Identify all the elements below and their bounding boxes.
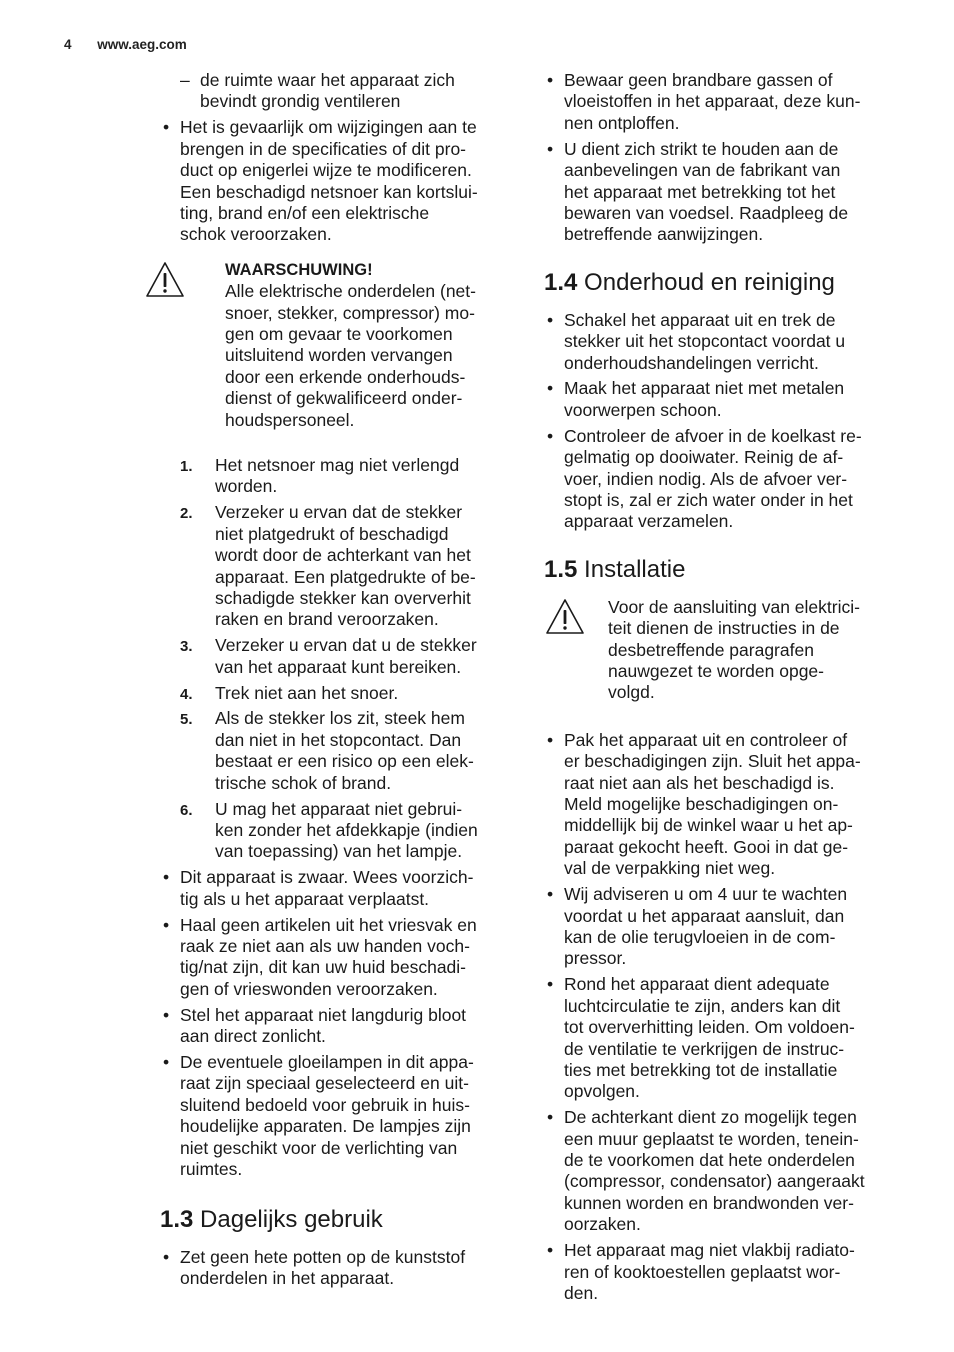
caution-box xyxy=(544,597,896,704)
item-text xyxy=(215,502,512,630)
item-text xyxy=(215,683,512,704)
item-number: 4. xyxy=(180,685,193,703)
bullet-item xyxy=(544,1240,896,1304)
text-line: kan de olie terugvloeien in de com- xyxy=(564,927,836,947)
text-line: luchtcirculatie te zijn, anders kan dit xyxy=(564,995,841,1016)
text-line: door een erkende onderhouds- xyxy=(225,366,466,387)
bullet-item xyxy=(160,915,512,1001)
text-line: aanbevelingen van de fabrikant van xyxy=(564,160,841,181)
text-line: betreffende aanwijzingen. xyxy=(564,224,764,245)
text-line: voorwerpen schoon. xyxy=(564,399,722,420)
bullet-marker: • xyxy=(163,1052,170,1073)
text-line: van toepassing) van het lampje. xyxy=(215,841,463,862)
text-line: Dit apparaat is zwaar. Wees voorzich- xyxy=(180,867,474,888)
text-line: Wij adviseren u om 4 uur te wachten xyxy=(564,884,848,905)
item-text xyxy=(180,117,512,245)
text-line: Een beschadigd netsnoer kan kortslui- xyxy=(180,181,478,202)
text-line: onderhoudshandelingen verricht. xyxy=(564,352,819,373)
text-line: apparaat verzamelen. xyxy=(564,511,734,532)
bullet-item xyxy=(544,378,896,421)
text-line: Rond het apparaat dient adequate xyxy=(564,974,830,995)
text-line: Alle elektrische onderdelen (net- xyxy=(225,281,476,302)
bullet-marker: • xyxy=(547,309,554,330)
item-text xyxy=(215,455,512,498)
text-line: dan niet in het stopcontact. Dan xyxy=(215,729,462,750)
bullet-list xyxy=(544,730,896,1305)
warning-title: WAARSCHUWING! xyxy=(225,260,373,279)
bullet-item xyxy=(160,1052,512,1180)
numbered-item xyxy=(160,708,512,794)
item-text xyxy=(564,70,896,134)
section-title: Installatie xyxy=(584,555,686,583)
bullet-item xyxy=(160,1247,512,1290)
bullet-marker: • xyxy=(547,884,554,905)
item-text xyxy=(180,1005,512,1048)
text-line: val de verpakking niet weg. xyxy=(564,858,776,879)
text-line: Verzeker u ervan dat de stekker xyxy=(215,502,463,523)
item-text xyxy=(215,708,512,794)
text-line: vloeistoffen in het apparaat, deze kun- xyxy=(564,91,861,112)
section-number: 1.5 xyxy=(544,555,578,583)
item-text xyxy=(564,1107,896,1235)
item-text xyxy=(564,378,896,421)
text-line: Schakel het apparaat uit en trek de xyxy=(564,309,836,330)
item-number: 3. xyxy=(180,638,193,656)
text-line: volgd. xyxy=(608,682,655,703)
page-header xyxy=(64,37,187,52)
text-line: van het apparaat kunt bereiken. xyxy=(215,656,462,677)
text-line: ruimtes. xyxy=(180,1159,243,1180)
item-text xyxy=(564,1240,896,1304)
text-line: trische schok of brand. xyxy=(215,772,392,793)
text-line: desbetreffende paragrafen xyxy=(608,639,814,660)
text-line: Het netsnoer mag niet verlengd xyxy=(215,455,460,475)
text-line: brengen in de specificaties of dit pro- xyxy=(180,138,466,159)
item-text xyxy=(564,884,896,970)
text-line: De achterkant dient zo mogelijk tegen xyxy=(564,1107,857,1128)
text-line: dienst of gekwalificeerd onder- xyxy=(225,388,463,409)
numbered-item xyxy=(160,799,512,863)
text-line: Het apparaat mag niet vlakbij radiato- xyxy=(564,1240,855,1261)
text-line: aan direct zonlicht. xyxy=(180,1026,326,1047)
bullet-marker: • xyxy=(547,1107,554,1128)
section-number: 1.3 xyxy=(160,1205,194,1233)
item-text xyxy=(215,799,512,863)
text-line: gen of vrieswonden veroorzaken. xyxy=(180,978,438,999)
section-heading-1-3 xyxy=(160,1205,512,1235)
text-line: Stel het apparaat niet langdurig bloot xyxy=(180,1004,467,1025)
text-line: tig/nat zijn, dit kan uw huid beschadi- xyxy=(180,957,466,978)
bullet-marker: • xyxy=(163,1004,170,1025)
caution-text xyxy=(544,597,896,704)
text-line: bevindt grondig ventileren xyxy=(200,91,401,112)
text-line: stekker uit het stopcontact voordat u xyxy=(564,331,846,352)
text-line: Bewaar geen brandbare gassen of xyxy=(564,70,833,90)
right-column xyxy=(544,70,896,1309)
bullet-list xyxy=(160,867,512,1180)
text-line: oorzaken. xyxy=(564,1214,641,1235)
item-number: 2. xyxy=(180,505,193,523)
text-line: gelmatig op dooiwater. Reinig de af- xyxy=(564,447,844,468)
bullet-item xyxy=(544,730,896,880)
item-text xyxy=(564,310,896,374)
text-line: ting, brand en/of een elektrische xyxy=(180,202,430,223)
text-line: bestaat er een risico op een elek- xyxy=(215,751,474,772)
bullet-marker: • xyxy=(163,867,170,888)
bullet-marker: • xyxy=(547,70,554,90)
bullet-item xyxy=(544,974,896,1102)
text-line: raat niet aan als het beschadigd is. xyxy=(564,772,835,793)
item-text xyxy=(180,915,512,1001)
bullet-marker: • xyxy=(547,974,554,995)
text-line: tig als u het apparaat verplaatst. xyxy=(180,888,430,909)
item-text xyxy=(215,635,512,678)
bullet-marker: • xyxy=(163,914,170,935)
text-line: raken en brand veroorzaken. xyxy=(215,609,439,630)
text-line: apparaat. Een platgedrukte of be- xyxy=(215,566,476,587)
bullet-item xyxy=(160,1005,512,1048)
warning-triangle-icon xyxy=(544,597,586,637)
dash-item-text xyxy=(200,70,512,113)
text-line: het apparaat met betrekking tot het xyxy=(564,181,836,202)
text-line: wordt door de achterkant van het xyxy=(215,545,471,566)
bullet-list xyxy=(160,1247,512,1290)
text-line: onderdelen in het apparaat. xyxy=(180,1267,395,1288)
text-line: den. xyxy=(564,1283,599,1303)
website-link[interactable]: www.aeg.com xyxy=(97,37,187,52)
section-heading-1-5 xyxy=(544,555,896,585)
text-line: niet geschikt voor de verlichting van xyxy=(180,1137,458,1158)
warning-box xyxy=(160,260,512,431)
text-line: pressor. xyxy=(564,948,627,969)
text-line: houdspersoneel. xyxy=(225,409,355,430)
page-number: 4 xyxy=(64,37,72,52)
text-line: Verzeker u ervan dat u de stekker xyxy=(215,635,477,656)
text-line: Als de stekker los zit, steek hem xyxy=(215,708,465,729)
text-line: kunnen worden en brandwonden ver- xyxy=(564,1192,854,1213)
text-line: ken zonder het afdekkapje (indien xyxy=(215,820,478,840)
text-line: U dient zich strikt te houden aan de xyxy=(564,138,839,159)
warning-text xyxy=(160,260,512,431)
numbered-item xyxy=(160,635,512,678)
left-column xyxy=(160,70,512,1294)
text-line: tot oververhitting leiden. Om voldoen- xyxy=(564,1017,855,1038)
text-line: (compressor, condensator) aangeraakt xyxy=(564,1171,865,1192)
text-line: de ruimte waar het apparaat zich xyxy=(200,70,455,90)
text-line: nen ontploffen. xyxy=(564,112,680,133)
text-line: Controleer de afvoer in de koelkast re- xyxy=(564,425,862,446)
text-line: Trek niet aan het snoer. xyxy=(215,682,399,703)
bullet-marker: • xyxy=(547,138,554,159)
item-number: 6. xyxy=(180,801,193,819)
item-text xyxy=(564,139,896,246)
item-text xyxy=(564,426,896,533)
text-line: Maak het apparaat niet met metalen xyxy=(564,378,845,399)
text-line: stopt is, zal er zich water onder in het xyxy=(564,490,853,510)
item-text xyxy=(564,730,896,880)
text-line: raat zijn speciaal geselecteerd en uit- xyxy=(180,1073,469,1094)
text-line: houdelijke apparaten. De lampjes zijn xyxy=(180,1116,471,1137)
text-line: niet platgedrukt of beschadigd xyxy=(215,523,449,544)
bullet-item xyxy=(544,426,896,533)
warning-triangle-icon xyxy=(144,260,186,300)
bullet-marker: • xyxy=(163,1246,170,1267)
text-line: De eventuele gloeilampen in dit appa- xyxy=(180,1052,474,1073)
text-line: ties met betrekking tot de installatie xyxy=(564,1059,838,1080)
bullet-list xyxy=(544,70,896,246)
text-line: opvolgen. xyxy=(564,1081,640,1102)
text-line: Zet geen hete potten op de kunststof xyxy=(180,1246,466,1267)
text-line: schok veroorzaken. xyxy=(180,224,332,245)
text-line: schadigde stekker kan oververhit xyxy=(215,587,471,608)
dash-item xyxy=(160,70,512,113)
text-line: nauwgezet te worden opge- xyxy=(608,661,824,682)
numbered-item xyxy=(160,455,512,498)
section-title: Onderhoud en reiniging xyxy=(584,268,835,296)
bullet-item xyxy=(544,70,896,134)
bullet-item xyxy=(160,117,512,245)
text-line: teit dienen de instructies in de xyxy=(608,618,840,639)
item-number: 1. xyxy=(180,458,193,475)
text-line: Voor de aansluiting van elektrici- xyxy=(608,596,860,617)
bullet-marker: • xyxy=(547,1240,554,1261)
text-line: duct op enigerlei wijze te modificeren. xyxy=(180,160,472,181)
bullet-item xyxy=(160,867,512,910)
text-line: bewaren van voedsel. Raadpleeg de xyxy=(564,202,849,223)
text-line: Pak het apparaat uit en controleer of xyxy=(564,729,848,750)
text-line: Meld mogelijke beschadigingen on- xyxy=(564,794,839,815)
item-text xyxy=(180,867,512,910)
warning-body xyxy=(225,281,512,431)
text-line: een muur geplaatst te worden, tenein- xyxy=(564,1128,859,1149)
bullet-item xyxy=(544,1107,896,1235)
bullet-marker: • xyxy=(547,425,554,446)
text-line: Het is gevaarlijk om wijzigingen aan te xyxy=(180,117,477,138)
text-line: paraat gekocht heeft. Gooi in dat ge- xyxy=(564,836,849,857)
text-line: voordat u het apparaat aansluit, dan xyxy=(564,905,845,926)
bullet-list xyxy=(160,117,512,245)
text-line: U mag het apparaat niet gebrui- xyxy=(215,798,463,819)
text-line: de ventilatie te verkrijgen de instruc- xyxy=(564,1038,845,1059)
text-line: gen om gevaar te voorkomen xyxy=(225,323,453,344)
bullet-marker: • xyxy=(547,729,554,750)
item-text xyxy=(180,1247,512,1290)
section-number: 1.4 xyxy=(544,268,578,296)
bullet-list xyxy=(544,310,896,533)
text-line: voer, indien nodig. Als de afvoer ver- xyxy=(564,468,848,489)
text-line: ren of kooktoestellen geplaatst wor- xyxy=(564,1261,841,1282)
text-line: worden. xyxy=(215,476,278,497)
bullet-marker: • xyxy=(163,117,170,138)
text-line: Haal geen artikelen uit het vriesvak en xyxy=(180,914,477,935)
section-heading-1-4 xyxy=(544,268,896,298)
section-title: Dagelijks gebruik xyxy=(200,1205,383,1233)
text-line: sluitend bedoeld voor gebruik in huis- xyxy=(180,1094,470,1115)
item-number: 5. xyxy=(180,711,193,729)
numbered-item xyxy=(160,683,512,704)
text-line: er beschadigingen zijn. Sluit het appa- xyxy=(564,751,861,772)
item-text xyxy=(564,974,896,1102)
item-text xyxy=(180,1052,512,1180)
dash-bullet: – xyxy=(180,70,190,90)
text-line: middellijk bij de winkel waar u het ap- xyxy=(564,815,853,836)
bullet-item xyxy=(544,884,896,970)
text-line: de te voorkomen dat hete onderdelen xyxy=(564,1150,855,1171)
numbered-list xyxy=(160,455,512,863)
text-line: uitsluitend worden vervangen xyxy=(225,345,453,366)
numbered-item xyxy=(160,502,512,630)
text-line: raak ze niet aan als uw handen voch- xyxy=(180,936,470,957)
text-line: snoer, stekker, compressor) mo- xyxy=(225,302,475,323)
bullet-marker: • xyxy=(547,378,554,399)
bullet-item xyxy=(544,310,896,374)
bullet-item xyxy=(544,139,896,246)
